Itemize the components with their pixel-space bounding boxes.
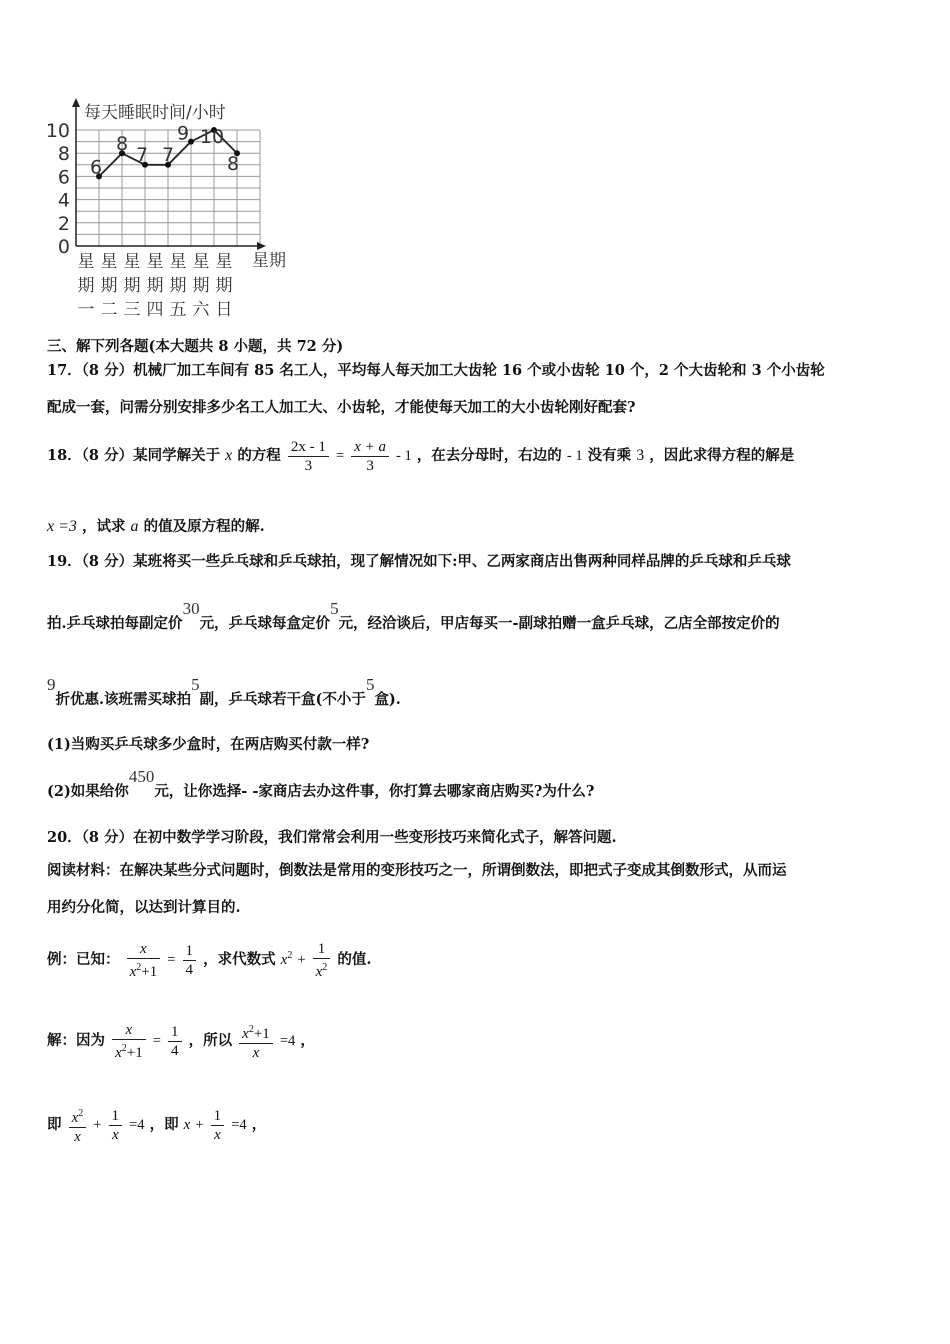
x-tick-label: 期	[146, 276, 164, 296]
q20-sol-mid: ，所以	[188, 1032, 233, 1049]
q17-line1: 17．（8 分）机械厂加工车间有 85 名工人，平均每人每天加工大齿轮 16 个或小齿轮 10 个，2 个大齿轮和 3 个小齿轮	[47, 362, 825, 379]
y-axis-title: 每天睡眠时间/小时	[84, 103, 226, 123]
q20-sol-label: 解：因为	[47, 1032, 105, 1049]
q20-ex-den-sq: 2	[136, 961, 142, 973]
data-label: 8	[226, 153, 240, 176]
y-axis-arrow	[72, 98, 80, 107]
q20-ji-plus2: +	[195, 1117, 204, 1133]
q20-example-quarter	[183, 942, 197, 979]
data-label: 9	[176, 122, 190, 145]
q20-ji-frac3	[211, 1107, 225, 1144]
q18-frac1-numerator: 2x - 1	[288, 438, 329, 457]
q20-sol-den-plus1: +1	[126, 1044, 143, 1061]
q19-sub1: (1)当购买乒乓球多少盒时，在两店购买付款一样?	[47, 736, 370, 753]
q19-racket-price: 30	[182, 599, 200, 618]
q18-line2	[47, 518, 265, 536]
x-tick-label: 星	[146, 252, 164, 272]
q18-line2-end: 的值及原方程的解.	[143, 518, 265, 535]
q18-line2-text: ，试求	[81, 518, 126, 535]
x-tick-label: 星	[100, 252, 118, 272]
q20-ji-f2-num: 1	[109, 1107, 123, 1126]
q20-example-fraction	[127, 940, 161, 981]
x-tick-label: 期	[215, 276, 233, 296]
q20-ji-f3-den: x	[214, 1126, 221, 1143]
q18-line1	[47, 432, 794, 480]
q20-ex-plus: +	[297, 952, 306, 968]
q18-neg1: - 1	[566, 448, 583, 464]
q20-ex-den-plus1: +1	[141, 963, 158, 980]
y-tick-label: 6	[57, 166, 70, 189]
q18-mid: 的方程	[237, 447, 281, 464]
x-tick-label: 期	[169, 276, 187, 296]
q20-ex-x2: $x^2$	[280, 950, 293, 968]
x-tick-label: 期	[123, 276, 141, 296]
q18-var-x: x	[225, 447, 233, 464]
q20-line1: 20．（8 分）在初中数学学习阶段，我们常常会利用一些变形技巧来简化式子，解答问题.	[47, 829, 617, 846]
q20-ji-f1-x: x	[71, 1109, 79, 1126]
q20-sol-inv-x: x	[242, 1025, 249, 1042]
data-label: 7	[135, 143, 149, 166]
x-tick-label: 星	[77, 252, 95, 272]
q20-ji-mid: ，即	[149, 1116, 179, 1133]
q19-line3	[47, 675, 401, 709]
q18-prefix: 18．（8 分）某同学解关于	[47, 447, 221, 464]
q20-example-end: 的值.	[337, 951, 372, 968]
x-tick-label: 期	[77, 276, 95, 296]
q20-ex-r-den-x: x	[315, 963, 323, 980]
q18-text2: ，在去分母时，右边的	[416, 447, 562, 464]
data-label: 10	[199, 126, 225, 148]
y-tick-label: 2	[57, 212, 70, 235]
q20-example-label: 例：已知：	[47, 951, 120, 968]
x-tick-label: 六	[192, 300, 210, 320]
q19-l3-b: 副，乒乓球若干盒(不小于	[199, 691, 366, 708]
x-tick-label: 四	[146, 300, 164, 320]
section-title: 三、解下列各题(本大题共 8 小题，共 72 分)	[47, 338, 344, 355]
q19-l3-c: 盒).	[374, 691, 401, 708]
q19-line1: 19．（8 分）某班将买一些乒乓球和乒乓球拍，现了解情况如下:甲、乙两家商店出售两种同样品牌的乒乓球和乒乓球	[47, 553, 791, 570]
q18-var-a: a	[130, 518, 139, 535]
q20-ex-q-den: 4	[185, 961, 194, 978]
q20-ji-end: ，	[251, 1116, 267, 1133]
q20-sol-den-x: x	[115, 1044, 122, 1061]
data-label: 8	[115, 133, 129, 156]
data-label: 6	[89, 156, 103, 179]
q19-sub2	[47, 767, 595, 801]
y-tick-label: 10	[45, 120, 70, 142]
q20-sol-q-num: 1	[168, 1023, 182, 1042]
sleep-hours-line-chart	[30, 90, 320, 330]
q18-equals: =	[335, 448, 345, 464]
y-tick-label: 8	[57, 143, 70, 166]
q20-ex-den-x: x	[129, 963, 137, 980]
x-axis-arrow	[257, 242, 266, 250]
q18-frac2-numerator: x + a	[351, 438, 389, 457]
x-tick-label: 星	[192, 252, 210, 272]
x-tick-label: 星	[215, 252, 233, 272]
data-label: 7	[161, 143, 175, 166]
q19-l2-a: 拍.乒乓球拍每副定价	[47, 615, 183, 632]
x-tick-label: 二	[100, 300, 118, 320]
q20-ji-frac2	[109, 1107, 123, 1144]
q19-sub2-b: 元，让你选择- -家商店去办这件事，你打算去哪家商店购买?为什么?	[154, 783, 595, 800]
q20-sol-inverse	[239, 1021, 273, 1062]
q20-sol-inv-den: x	[252, 1044, 260, 1061]
q20-sol-inv-plus1: +1	[253, 1025, 270, 1042]
y-tick-label: 0	[57, 236, 70, 258]
q20-sol-inv-sq: 2	[248, 1023, 254, 1035]
x-tick-label: 一	[77, 300, 95, 320]
q20-ji-plus: +	[93, 1117, 102, 1133]
q20-sol-end: ，	[300, 1032, 315, 1049]
x-tick-label: 星	[169, 252, 187, 272]
q20-ji-f3-num: 1	[211, 1107, 225, 1126]
q19-racket-count: 5	[191, 675, 200, 694]
q20-ex-r-den-sq: 2	[322, 961, 328, 973]
q19-min-boxes: 5	[365, 675, 375, 694]
q20-ji-f1-sq: 2	[78, 1107, 84, 1119]
q20-example	[47, 933, 371, 983]
q20-line3: 用约分化简，以达到计算目的.	[47, 899, 241, 916]
q20-ji	[47, 1102, 266, 1148]
q20-ex-eq: =	[167, 952, 176, 968]
q18-minus-one: - 1	[396, 448, 412, 464]
q20-ex-q-num: 1	[183, 942, 197, 961]
x-tick-label: 三	[123, 300, 141, 320]
q20-sol-eq: =	[152, 1033, 161, 1049]
x-tick-label: 星	[123, 252, 141, 272]
q20-ex-r-num: 1	[313, 940, 331, 959]
q18-text3: 没有乘	[587, 447, 632, 464]
q19-ball-price: 5	[330, 599, 339, 618]
q20-sol-num: x	[112, 1021, 146, 1040]
q19-l2-b: 元，乒乓球每盒定价	[199, 615, 331, 632]
q19-line2	[47, 599, 780, 633]
q20-ex-num: x	[127, 940, 161, 959]
y-tick-label: 4	[57, 189, 70, 212]
q20-ji-label: 即	[47, 1116, 62, 1133]
q18-fraction-right	[351, 438, 389, 475]
q20-ji-f2-den: x	[111, 1126, 119, 1143]
q20-sol-den-sq: 2	[121, 1042, 127, 1054]
q20-example-recip	[313, 940, 331, 981]
q20-solution	[47, 1018, 315, 1064]
q20-example-mid: ，求代数式	[203, 951, 276, 968]
q20-ji-f1-den: x	[74, 1128, 81, 1145]
q18-three: 3	[636, 447, 645, 464]
q19-budget: 450	[128, 767, 155, 786]
q18-frac1-denominator: 3	[304, 457, 313, 474]
x-tick-label: 日	[215, 300, 233, 320]
x-tick-label: 期	[100, 276, 118, 296]
q19-l2-c: 元，经洽谈后，甲店每买一-副球拍赠一盒乒乓球，乙店全部按定价的	[338, 615, 780, 632]
x-tick-label: 五	[169, 300, 187, 320]
q20-sol-quarter	[168, 1023, 182, 1060]
q20-line2: 阅读材料：在解决某些分式问题时，倒数法是常用的变形技巧之一，所谓倒数法，即把式子变成其倒数形式，从而运	[47, 862, 787, 879]
q20-ji-eq4: =4	[129, 1117, 145, 1133]
q19-discount: 9	[47, 675, 56, 694]
q18-text4: ，因此求得方程的解是	[649, 447, 795, 464]
q19-l3-a: 折优惠.该班需买球拍	[55, 691, 192, 708]
y-tick-labels	[46, 120, 70, 258]
q18-solution: x =3	[47, 518, 77, 535]
data-labels	[90, 123, 239, 179]
q20-ji-frac1	[69, 1105, 87, 1146]
q20-sol-q-den: 4	[171, 1042, 179, 1059]
x-tick-label: 期	[192, 276, 210, 296]
q19-sub2-a: (2)如果给你	[47, 783, 129, 800]
x-tick-labels	[78, 252, 233, 320]
q20-sol-fraction	[112, 1021, 146, 1062]
q17-line2: 配成一套，问需分别安排多少名工人加工大、小齿轮，才能使每天加工的大小齿轮刚好配套?	[47, 399, 636, 416]
q20-ji-x: x	[183, 1117, 191, 1133]
q20-sol-eq4: =4	[279, 1033, 296, 1049]
q20-ji-eq4b: =4	[231, 1117, 247, 1133]
q18-fraction-left	[288, 438, 329, 475]
q18-frac2-denominator: 3	[366, 457, 374, 474]
x-axis-title: 星期	[252, 251, 286, 271]
